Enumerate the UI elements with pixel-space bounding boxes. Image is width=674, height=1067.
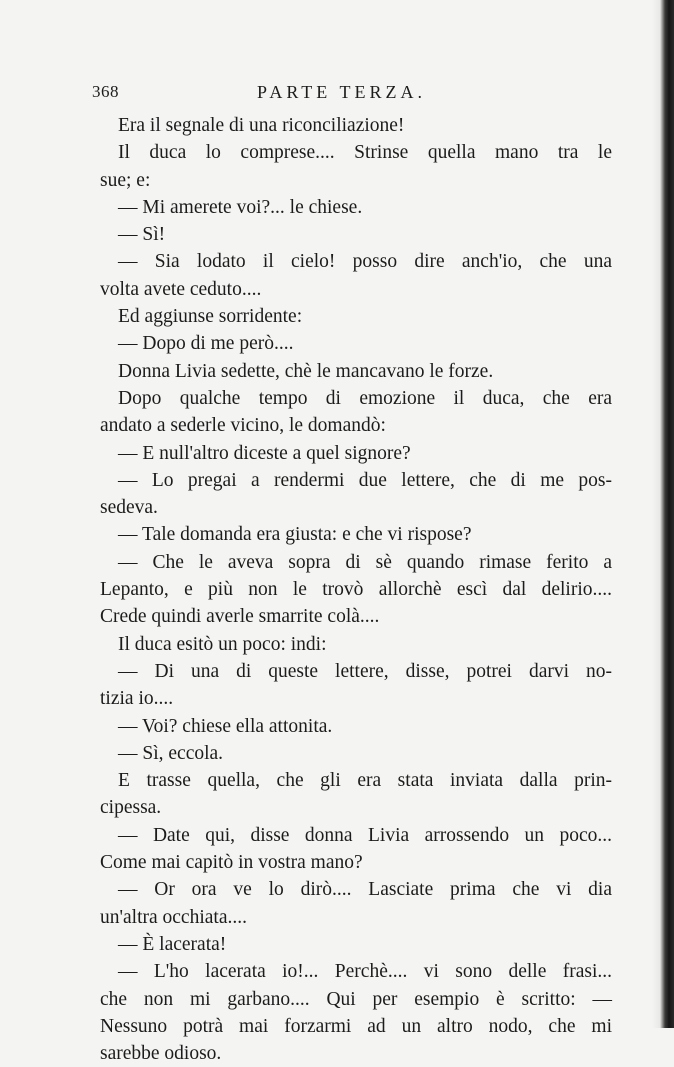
text-line: — Dopo di me però.... [118,333,294,355]
text-line: un'altra occhiata.... [100,906,247,928]
text-line: E trasse quella, che gli era stata inviata dalla prin- [118,770,612,792]
text-line: che non mi garbano.... Qui per esempio è scritto: — [100,988,612,1010]
text-line: Crede quindi averle smarrite colà.... [100,606,380,628]
text-line: cipessa. [100,797,162,819]
text-line: Il duca esitò un poco: indi: [118,633,327,655]
text-line: — Sì! [118,224,166,246]
text-line: tizia io.... [100,688,174,710]
text-line: Dopo qualche tempo di emozione il duca, che era [118,387,612,409]
text-line: Il duca lo comprese.... Strinse quella mano tra le [118,142,612,164]
section-title: PARTE TERZA. [257,82,426,102]
text-line: Nessuno potrà mai forzarmi ad un altro nodo, che mi [100,1015,612,1037]
text-line: — Mi amerete voi?... le chiese. [118,196,363,218]
text-line: — Sì, eccola. [118,742,224,764]
body-text [100,112,612,1067]
text-line: sue; e: [100,169,151,191]
text-line: Era il segnale di una riconciliazione! [118,115,405,136]
text-line: volta avete ceduto.... [100,278,262,300]
running-header [92,82,612,108]
text-line: — È lacerata! [118,933,227,955]
text-line: — Lo pregai a rendermi due lettere, che di me pos- [118,469,612,491]
page-number: 368 [92,82,119,101]
text-line: — Sia lodato il cielo! posso dire anch'io, che una [118,251,612,273]
text-line: sarebbe odioso. [100,1043,222,1065]
text-line: — Tale domanda era giusta: e che vi rispose? [118,524,472,546]
text-line: andato a sederle vicino, le domandò: [100,415,386,437]
text-line: — Che le aveva sopra di sè quando rimase ferito a [118,551,612,573]
text-line: — Date qui, disse donna Livia arrossendo un poco... [118,824,612,846]
text-line: — Voi? chiese ella attonita. [118,715,333,737]
text-line: — E null'altro diceste a quel signore? [118,442,411,464]
text-line: Come mai capitò in vostra mano? [100,852,363,874]
text-line: Donna Livia sedette, chè le mancavano le forze. [118,360,494,382]
text-line: Lepanto, e più non le trovò allorchè escì dal delirio.... [100,579,612,601]
text-line: — Di una di queste lettere, disse, potrei darvi no- [118,660,612,682]
text-line: — Or ora ve lo dirò.... Lasciate prima che vi dia [118,879,612,901]
page-binding-edge [652,0,674,1028]
text-line: — L'ho lacerata io!... Perchè.... vi sono delle frasi... [118,961,612,983]
text-line: sedeva. [100,497,158,519]
text-line: Ed aggiunse sorridente: [118,306,303,328]
